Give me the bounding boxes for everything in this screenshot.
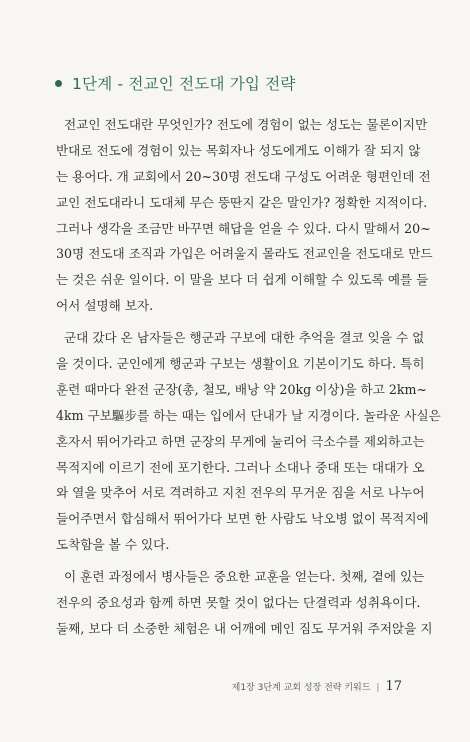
- text-line: 전교인 전도대란 무엇인가? 전도에 경험이 없는 성도는 물론이지만: [64, 117, 428, 132]
- bullet-icon: [55, 80, 62, 87]
- page-number: 17: [385, 679, 402, 694]
- body-text: [56, 112, 441, 648]
- text-line: 어서 설명해 보자.: [56, 298, 154, 314]
- text-line: 30명 전도대 조직과 가입은 어려울지 몰라도 전교인을 전도대로 만드: [56, 246, 433, 262]
- text-line: 반대로 전도에 경험이 있는 목회자나 성도에게도 이해가 잘 되지 않: [56, 142, 421, 158]
- page-footer: [232, 679, 402, 694]
- text-line: 그러나 생각을 조금만 바꾸면 해답을 얻을 수 있다. 다시 말해서 20~: [56, 220, 431, 236]
- text-line: 들어주면서 합심해서 뛰어가다 보면 한 사람도 낙오병 없이 목적지에: [56, 511, 429, 527]
- section-title: 1단계 - 전교인 전도대 가입 전략: [72, 75, 296, 93]
- section-heading: [55, 72, 296, 94]
- text-line: 혼자서 뛰어가라고 하면 군장의 무게에 눌리어 극소수를 제외하고는: [56, 433, 425, 449]
- text-line: 이 훈련 과정에서 병사들은 중요한 교훈을 얻는다. 첫째, 곁에 있는: [64, 569, 425, 585]
- text-line: 는 것은 쉬운 일이다. 이 말을 보다 더 쉽게 이해할 수 있도록 예를 들: [56, 272, 429, 288]
- text-line: 4km 구보驅步를 하는 때는 입에서 단내가 날 지경이다. 놀라운 사실은: [56, 407, 441, 423]
- text-line: 둘째, 보다 더 소중한 체험은 내 어깨에 메인 짐도 무거워 주저앉을 지: [56, 620, 433, 636]
- text-line: 교인 전도대라니 도대체 무슨 뚱딴지 같은 말인가? 정확한 지적이다.: [56, 194, 428, 210]
- footer-separator: |: [376, 683, 380, 693]
- paragraph-2: [56, 325, 441, 558]
- text-line: 는 용어다. 개 교회에서 20~30명 전도대 구성도 어려운 형편인데 전: [56, 168, 431, 184]
- text-line: 전우의 중요성과 함께 하면 못할 것이 없다는 단결력과 성취욕이다.: [56, 595, 421, 611]
- running-footer-chapter: 제1장 3단계 교회 성장 전략 키워드: [231, 683, 371, 693]
- text-line: 훈련 때마다 완전 군장(총, 철모, 배낭 약 20kg 이상)을 하고 2km~: [56, 381, 428, 397]
- paragraph-3: [56, 564, 433, 642]
- text-line: 와 열을 맞추어 서로 격려하고 지친 전우의 무거운 짐을 서로 나누어: [56, 485, 425, 501]
- paragraph-1: [56, 112, 433, 319]
- text-line: 도착함을 볼 수 있다.: [56, 537, 170, 553]
- text-line: 을 것이다. 군인에게 행군과 구보는 생활이요 기본이기도 하다. 특히: [56, 356, 425, 372]
- text-line: 군대 갔다 온 남자들은 행군과 구보에 대한 추억을 결코 잊을 수 없: [64, 330, 425, 346]
- text-line: 목적지에 이르기 전에 포기한다. 그러나 소대나 중대 또는 대대가 오: [56, 459, 425, 475]
